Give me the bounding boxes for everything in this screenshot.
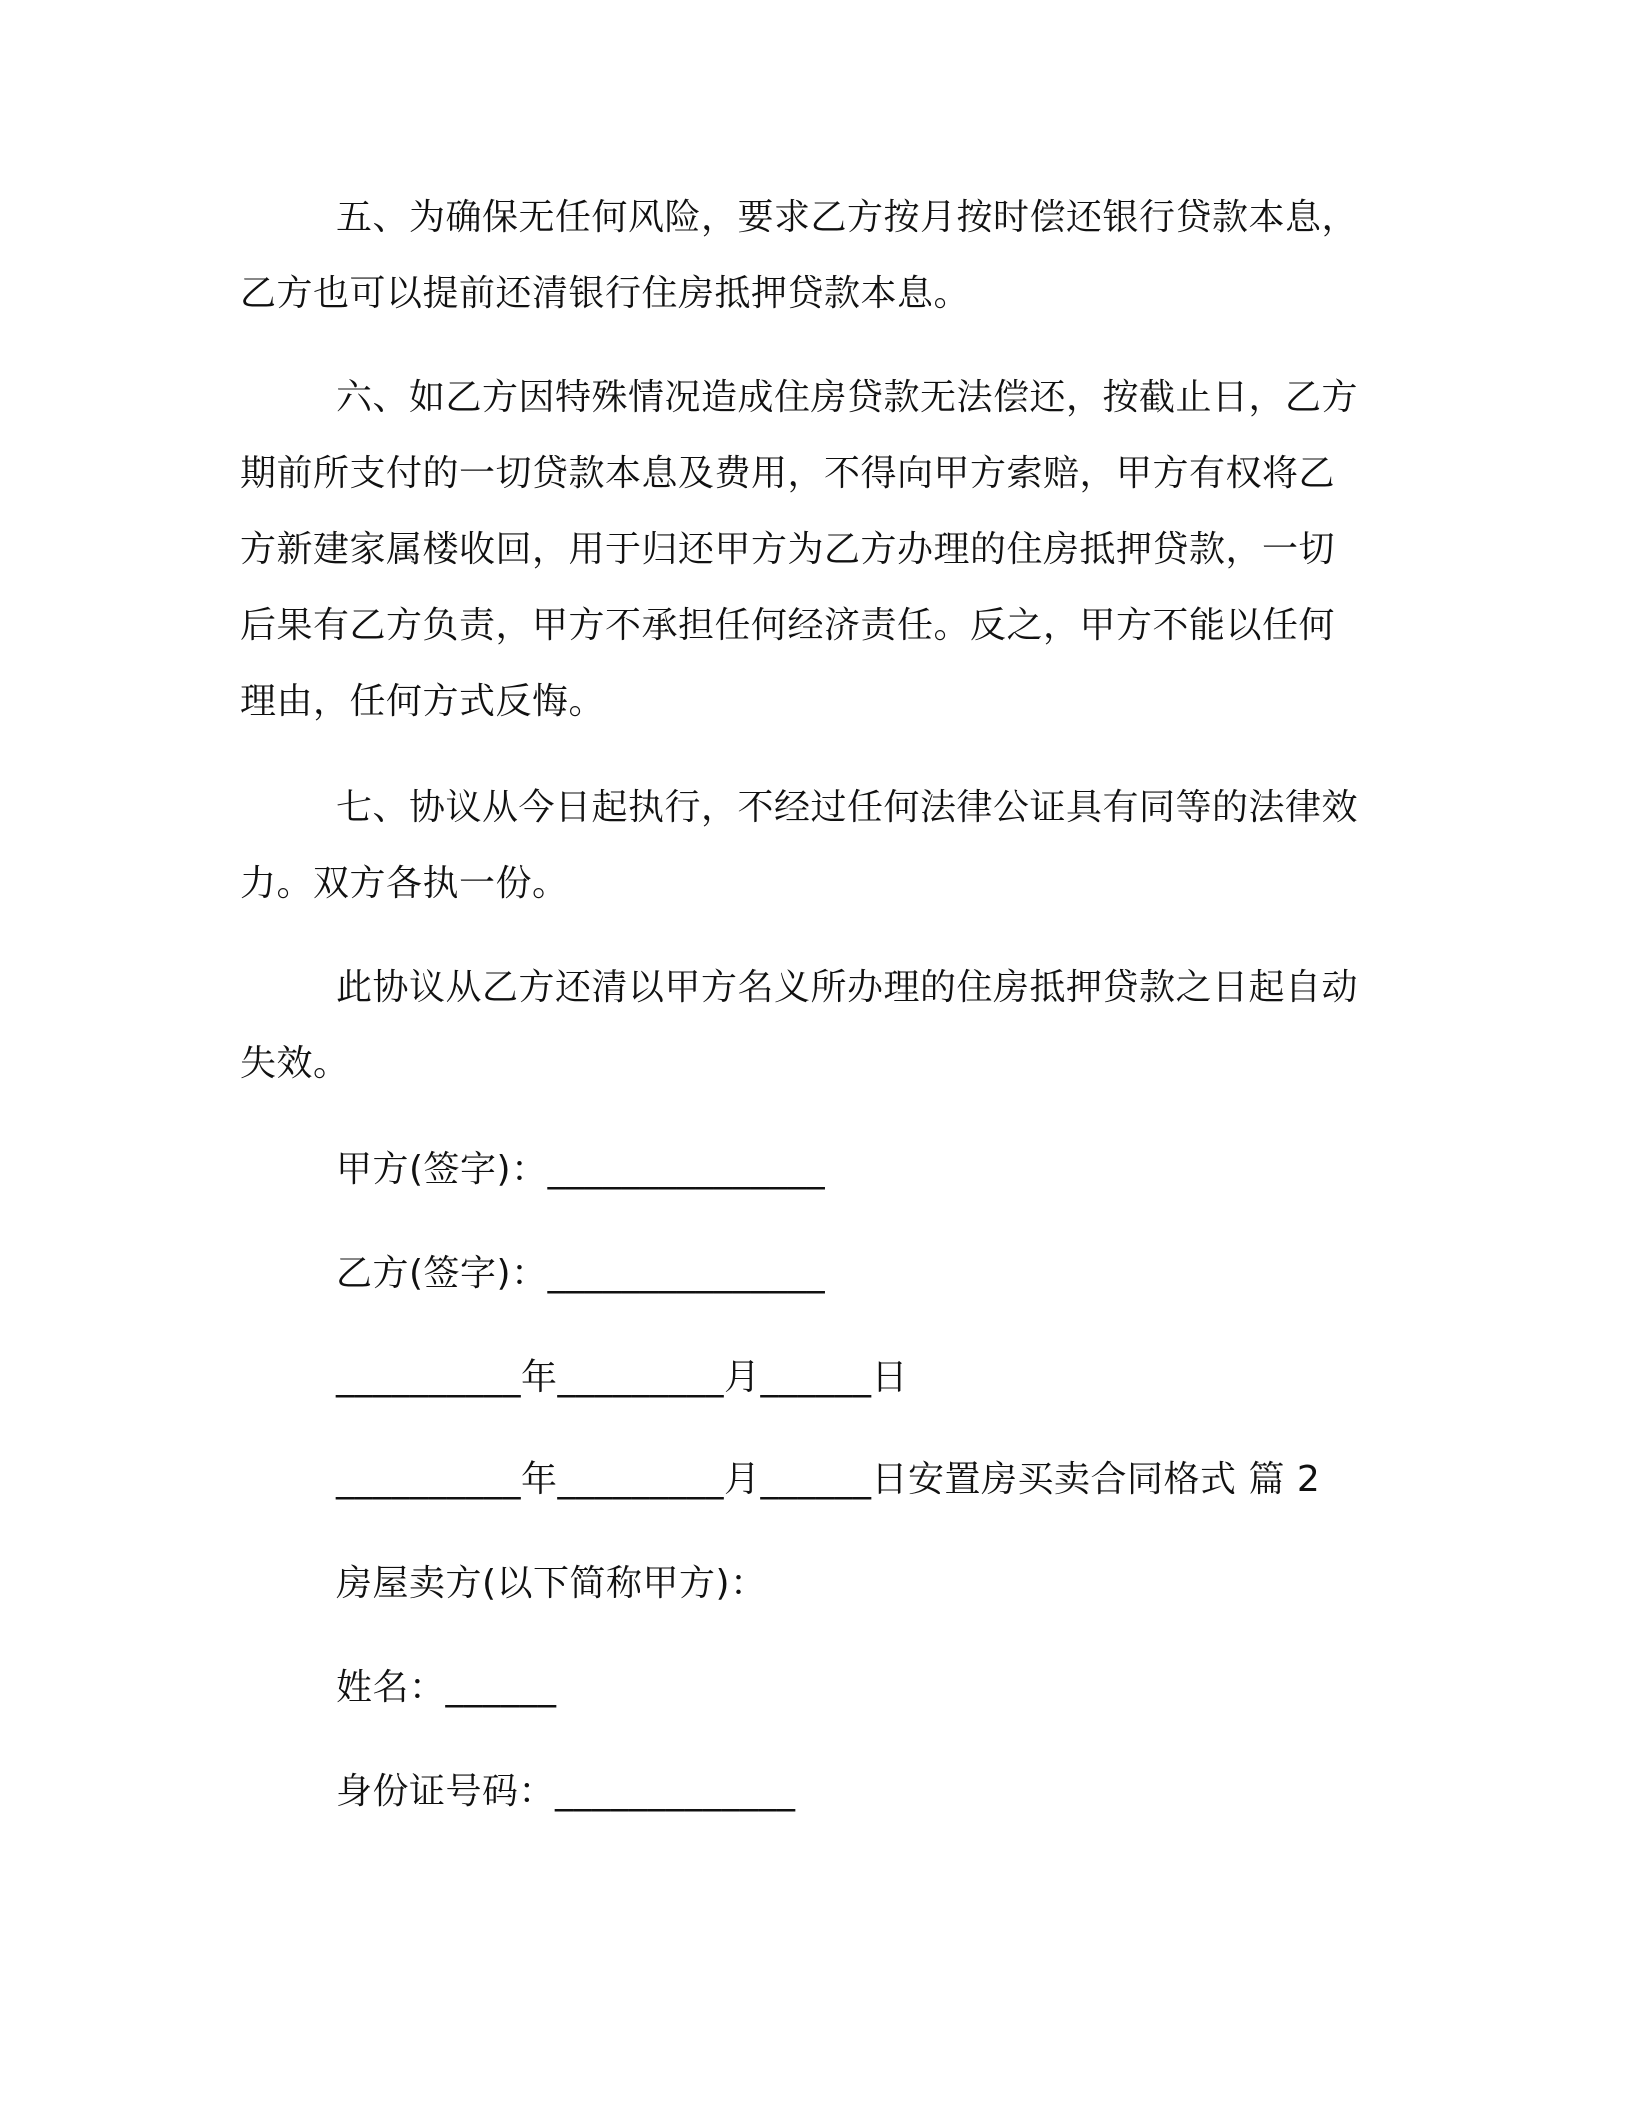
clause-6-line-2: 期前所支付的一切贷款本息及费用，不得向甲方索赔，甲方有权将乙	[240, 453, 1336, 494]
party-b-signature-line: 乙方(签字)：_______________	[336, 1253, 826, 1294]
seller-id-field: 身份证号码：_____________	[336, 1771, 796, 1812]
clause-5-line-2: 乙方也可以提前还清银行住房抵押贷款本息。	[240, 273, 971, 314]
clause-6-line-3: 方新建家属楼收回，用于归还甲方为乙方办理的住房抵押贷款，一切	[240, 529, 1336, 570]
expiry-note-line-1: 此协议从乙方还清以甲方名义所办理的住房抵押贷款之日起自动	[336, 967, 1359, 1008]
seller-name-field: 姓名：______	[336, 1667, 557, 1708]
clause-6-line-5: 理由，任何方式反悔。	[240, 681, 606, 722]
clause-6-line-1: 六、如乙方因特殊情况造成住房贷款无法偿还，按截止日，乙方	[336, 377, 1359, 418]
section-2-heading: __________年_________月______日安置房买卖合同格式 篇 2	[336, 1459, 1321, 1500]
clause-6-line-4: 后果有乙方负责，甲方不承担任何经济责任。反之，甲方不能以任何	[240, 605, 1336, 646]
clause-7-line-1: 七、协议从今日起执行，不经过任何法律公证具有同等的法律效	[336, 787, 1359, 828]
seller-label: 房屋卖方(以下简称甲方)：	[336, 1563, 767, 1604]
clause-7-line-2: 力。双方各执一份。	[240, 863, 569, 904]
signature-date-line: __________年_________月______日	[336, 1357, 908, 1398]
clause-5-line-1: 五、为确保无任何风险，要求乙方按月按时偿还银行贷款本息，	[336, 197, 1359, 238]
expiry-note-line-2: 失效。	[240, 1043, 350, 1084]
party-a-signature-line: 甲方(签字)：_______________	[336, 1149, 826, 1190]
